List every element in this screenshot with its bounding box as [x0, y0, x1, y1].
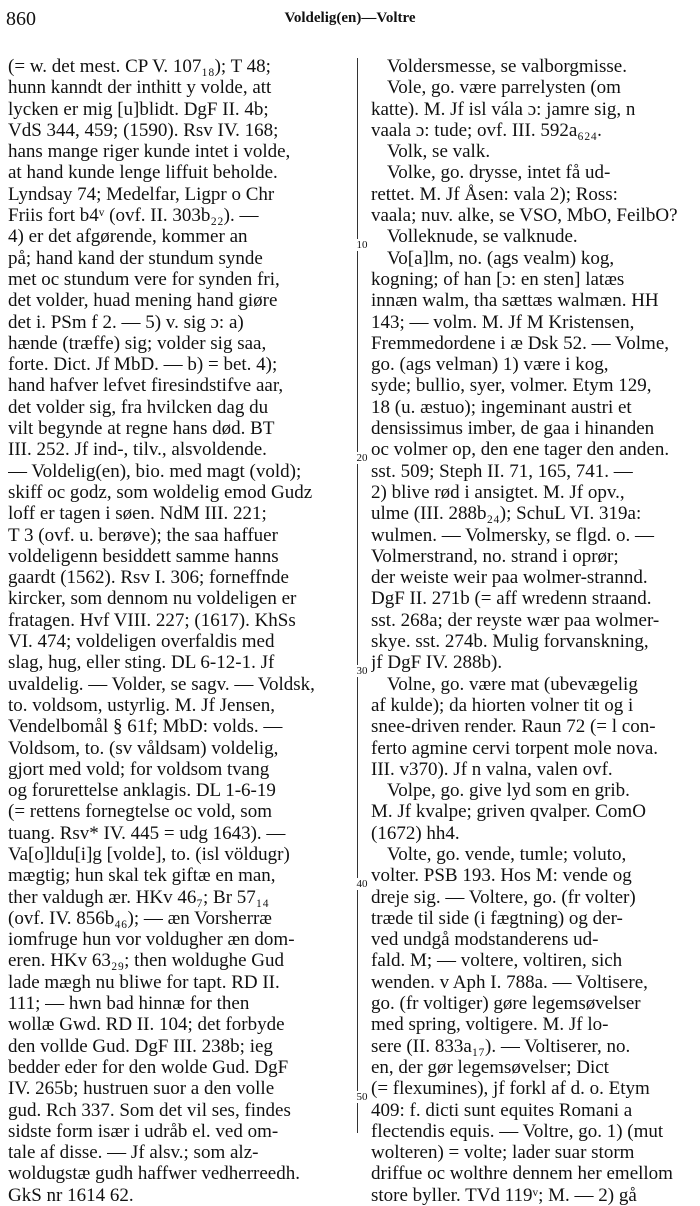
text-line: rettet. M. Jf Åsen: vala 2); Ross: [371, 183, 618, 205]
text-line: III. v370). Jf n valna, valen ovf. [371, 758, 613, 780]
left-column [8, 56, 350, 1206]
entry-line: Volk, se valk. [387, 141, 491, 163]
text-line: sst. 509; Steph II. 71, 165, 741. — [371, 460, 633, 482]
text-line: sidste form især i udråb el. ved om- [8, 1120, 279, 1142]
line-number-50: 50 [356, 1091, 368, 1103]
text-line: forte. Dict. Jf MbD. — b) = bet. 4); [8, 354, 278, 376]
entry-line: Volleknude, se valknude. [387, 226, 578, 248]
text-line: Friis fort b4ᵛ (ovf. II. 303b₂₂). — [8, 205, 259, 227]
right-column [371, 56, 697, 1206]
entry-line: Volte, go. vende, tumle; voluto, [387, 843, 627, 865]
text-line: ferto agmine cervi torpent mole nova. [371, 737, 659, 759]
text-line: GkS nr 1614 62. [8, 1184, 134, 1206]
text-line: lade mægh nu bliwe for tapt. RD II. [8, 971, 280, 993]
text-line: lycken er mig [u]blidt. DgF II. 4b; [8, 98, 269, 120]
text-line: ther valdugh ær. HKv 46₇; Br 57₁₄ [8, 886, 270, 908]
text-line: VdS 344, 459; (1590). Rsv IV. 168; [8, 119, 279, 141]
text-line: flectendis equis. — Voltre, go. 1) (mut [371, 1120, 664, 1142]
text-line: fald. M; — voltere, voltiren, sich [371, 950, 623, 972]
line-number-30: 30 [356, 665, 368, 677]
text-line: træde til side (i fægtning) og der- [371, 907, 623, 929]
text-line: at hand kunde lenge liffuit beholde. [8, 162, 278, 184]
text-line: fratagen. Hvf VIII. 227; (1617). KhSs [8, 609, 296, 631]
running-head: Voldelig(en)—Voltre [284, 10, 416, 26]
text-line: det volder sig, fra hvilcken dag du [8, 396, 269, 418]
text-line: voldeligenn besiddett samme hanns [8, 545, 279, 567]
text-line: iomfruge hun vor voldugher æn dom- [8, 929, 295, 951]
text-line: 409: f. dicti sunt equites Romani a [371, 1099, 633, 1121]
text-line: (= flexumines), jf forkl af d. o. Etym [371, 1078, 650, 1100]
text-line: kogning; of han [ɔ: en sten] latæs [371, 268, 625, 290]
text-line: dreje sig. — Voltere, go. (fr volter) [371, 886, 636, 908]
text-line: uvaldelig. — Volder, se sagv. — Voldsk, [8, 673, 315, 695]
text-line: kircker, som dennom nu voldeligen er [8, 588, 297, 610]
text-line: 2) blive rød i ansigtet. M. Jf opv., [371, 481, 625, 503]
text-line: tuang. Rsv* IV. 445 = udg 1643). — [8, 822, 286, 844]
text-line: skye. sst. 274b. Mulig forvanskning, [371, 631, 649, 653]
entry-line: Volke, go. drysse, intet få ud- [387, 162, 611, 184]
text-line: af kulde); da hiorten volner tit og i [371, 694, 634, 716]
page-number: 860 [6, 8, 36, 30]
text-line: en, der gør legemsøvelser; Dict [371, 1056, 609, 1078]
text-line: loff er tagen i søen. NdM III. 221; [8, 503, 267, 525]
text-line: skiff oc godz, som woldelig emod Gudz [8, 481, 313, 503]
entry-line: Vole, go. være parrelysten (om [387, 77, 621, 99]
text-line: innæn walm, tha sættæs walmæn. HH [371, 290, 659, 312]
text-line: vaala; nuv. alke, se VSO, MbO, FeilbO? [371, 205, 678, 227]
line-number-10: 10 [356, 239, 368, 251]
text-line: (ovf. IV. 856b₄₆); — æn Vorsherræ [8, 907, 272, 929]
text-line: DgF II. 271b (= aff wredenn straand. [371, 588, 652, 610]
entry-line: Volpe, go. give lyd som en grib. [387, 780, 630, 802]
text-line: Vendelbomål § 61f; MbD: volds. — [8, 716, 283, 738]
text-line: det i. PSm f 2. — 5) v. sig ɔ: a) [8, 311, 244, 333]
text-line: densissimus imber, de gaa i hinanden [371, 418, 655, 440]
text-line: bedder eder for den wolde Gud. DgF [8, 1056, 289, 1078]
text-line: go. (fr voltiger) gøre legemsøvelser [371, 993, 641, 1015]
text-line: wenden. v Aph I. 788a. — Voltisere, [371, 971, 648, 993]
text-line: wolteren) = volte; lader suar storm [371, 1142, 635, 1164]
entry-line: Voldersmesse, se valborgmisse. [387, 56, 627, 77]
entry-line: Vo[a]lm, no. (ags vealm) kog, [387, 247, 615, 269]
text-line: VI. 474; voldeligen overfaldis med [8, 631, 275, 653]
text-line: Lyndsay 74; Medelfar, Ligpr o Chr [8, 183, 275, 205]
text-line: wollæ Gwd. RD II. 104; det forbyde [8, 1014, 285, 1036]
text-line: gaardt (1562). Rsv I. 306; forneffnde [8, 567, 289, 589]
text-line: 18 (u. æstuo); ingeminant austri et [371, 396, 632, 418]
text-line: driffue oc wolthre dennem her emellom [371, 1163, 673, 1185]
text-line: eren. HKv 63₂₉; then woldughe Gud [8, 950, 285, 972]
text-line: sst. 268a; der reyste wær paa wolmer- [371, 609, 660, 631]
text-line: volter. PSB 193. Hos M: vende og [371, 865, 632, 887]
text-line: vilt begynde at regne hans død. BT [8, 418, 275, 440]
column-divider [357, 58, 358, 1133]
text-line: gud. Rch 337. Som det vil ses, findes [8, 1099, 291, 1121]
text-line: Va[o]ldu[i]g [volde], to. (isl völdugr) [8, 843, 290, 865]
text-line: hunn kanndt der inthitt y volde, att [8, 77, 272, 99]
text-line: ved undgå modstanderens ud- [371, 929, 599, 951]
text-line: store byller. TVd 119ᵛ; M. — 2) gå [371, 1184, 637, 1206]
text-line: woldugstæ gudh haffwer vedherreedh. [8, 1163, 300, 1185]
text-line: hand hafver lefvet firesindstifve aar, [8, 375, 284, 397]
text-line: mægtig; hun skal tek giftæ en man, [8, 865, 276, 887]
text-line: syde; bullio, syer, volmer. Etym 129, [371, 375, 652, 397]
text-line: hans mange riger kunde intet i volde, [8, 141, 291, 163]
text-line: (= rettens fornegtelse oc vold, som [8, 801, 272, 823]
text-line: sere (II. 833a₁₇). — Voltiserer, no. [371, 1035, 631, 1057]
text-line: tale af disse. — Jf alsv.; som alz- [8, 1142, 259, 1164]
text-line: to. voldsom, ustyrlig. M. Jf Jensen, [8, 694, 276, 716]
text-line: og forurettelse anklagis. DL 1-6-19 [8, 780, 276, 802]
text-line: jf DgF IV. 288b). [371, 652, 503, 674]
text-line: Fremmedordene i æ Dsk 52. — Volme, [371, 332, 669, 354]
text-line: (= w. det mest. CP V. 107₁₈); T 48; [8, 56, 271, 77]
text-line: på; hand kand der stundum synde [8, 247, 263, 269]
text-line: Voldsom, to. (sv våldsam) voldelig, [8, 737, 279, 759]
text-line: (1672) hh4. [371, 822, 460, 844]
text-line: III. 252. Jf ind-, tilv., alsvoldende. [8, 439, 267, 461]
text-line: Volmerstrand, no. strand i oprør; [371, 545, 619, 567]
text-line: 143; — volm. M. Jf M Kristensen, [371, 311, 635, 333]
text-line: go. (ags velman) 1) være i kog, [371, 354, 609, 376]
text-line: der weiste weir paa wolmer-strannd. [371, 567, 648, 589]
text-line: gjort med vold; for voldsom tvang [8, 758, 270, 780]
text-line: — Voldelig(en), bio. med magt (vold); [8, 460, 302, 482]
text-line: den vollde Gud. DgF III. 238b; ieg [8, 1035, 273, 1057]
text-line: 4) er det afgørende, kommer an [8, 226, 248, 248]
text-line: ulme (III. 288b₂₄); SchuL VI. 319a: [371, 503, 642, 525]
line-number-20: 20 [356, 452, 368, 464]
text-line: IV. 265b; hustruen suor a den volle [8, 1078, 275, 1100]
text-line: oc volmer op, den ene tager den anden. [371, 439, 670, 461]
text-line: 111; — hwn bad hinnæ for then [8, 993, 250, 1015]
text-line: snee-driven render. Raun 72 (= l con- [371, 716, 656, 738]
text-line: hænde (træffe) sig; volder sig saa, [8, 332, 267, 354]
text-line: T 3 (ovf. u. berøve); the saa haffuer [8, 524, 278, 546]
text-line: med spring, voltigere. M. Jf lo- [371, 1014, 609, 1036]
text-line: det volder, huad mening hand giøre [8, 290, 278, 312]
text-line: vaala ɔ: tude; ovf. III. 592a₆₂₄. [371, 119, 602, 141]
text-line: M. Jf kvalpe; griven qvalper. ComO [371, 801, 646, 823]
line-number-40: 40 [356, 878, 368, 890]
text-line: slag, hug, eller sting. DL 6-12-1. Jf [8, 652, 275, 674]
text-line: katte). M. Jf isl vála ɔ: jamre sig, n [371, 98, 636, 120]
text-line: met oc stundum vere for synden fri, [8, 268, 280, 290]
entry-line: Volne, go. være mat (ubevægelig [387, 673, 638, 695]
text-line: wulmen. — Volmersky, se flgd. o. — [371, 524, 655, 546]
